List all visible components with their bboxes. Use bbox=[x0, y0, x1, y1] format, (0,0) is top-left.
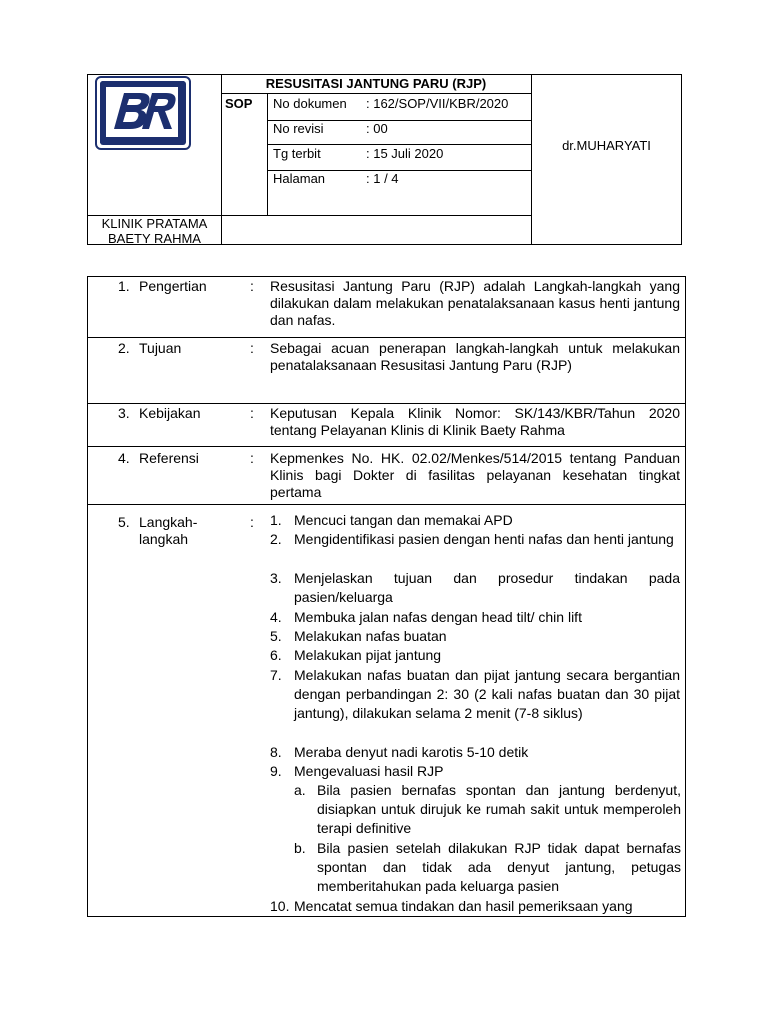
step-number: 6. bbox=[270, 647, 282, 663]
section-colon: : bbox=[250, 340, 254, 356]
section-label: Pengertian bbox=[139, 278, 207, 294]
br-logo-icon bbox=[100, 81, 184, 143]
section-text: Sebagai acuan penerapan langkah-langkah untuk melakukan penatalaksanaan Resusitasi Jantung Paru (RJP) bbox=[270, 340, 680, 373]
step-number: 9. bbox=[270, 763, 282, 779]
substep-letter: b. bbox=[294, 840, 306, 856]
field-label-halaman: Halaman bbox=[273, 171, 326, 186]
signatory-name: dr.MUHARYATI bbox=[562, 138, 651, 153]
header-divider bbox=[267, 94, 268, 215]
step-number: 7. bbox=[270, 667, 282, 683]
step-text: Melakukan pijat jantung bbox=[294, 647, 442, 663]
step-text: Meraba denyut nadi karotis 5-10 detik bbox=[294, 744, 529, 760]
section-colon: : bbox=[250, 450, 254, 466]
step-number: 3. bbox=[270, 570, 282, 586]
section-colon: : bbox=[250, 405, 254, 421]
field-label-no-revisi: No revisi bbox=[273, 121, 324, 136]
field-value-no-dokumen: : 162/SOP/VII/KBR/2020 bbox=[366, 96, 509, 111]
field-value-no-revisi: : 00 bbox=[366, 121, 388, 136]
section-colon: : bbox=[250, 514, 254, 530]
row-divider bbox=[88, 504, 685, 505]
step-number: 4. bbox=[270, 609, 282, 625]
section-number: 5. bbox=[118, 514, 130, 530]
section-label: Langkah- langkah bbox=[139, 514, 198, 547]
clinic-name-line2: BAETY RAHMA bbox=[108, 231, 201, 246]
row-divider bbox=[88, 403, 685, 404]
section-number: 1. bbox=[118, 278, 130, 294]
header-divider bbox=[267, 144, 531, 145]
section-label: Tujuan bbox=[139, 340, 182, 356]
step-text: Mencuci tangan dan memakai APD bbox=[294, 512, 513, 528]
step-text: Mencatat semua tindakan dan hasil pemeriksaan yang bbox=[294, 898, 633, 914]
step-text: Melakukan nafas buatan dan pijat jantung secara bergantian dengan perbandingan 2: 30 (2 kali nafas buatan dan 30 pijat jantung), dilakukan selama 2 menit (7-8 siklus) bbox=[294, 667, 680, 722]
clinic-logo bbox=[95, 76, 191, 150]
section-text: Keputusan Kepala Klinik Nomor: SK/143/KBR/Tahun 2020 tentang Pelayanan Klinis di Klinik Baety Rahma bbox=[270, 405, 680, 438]
section-colon: : bbox=[250, 278, 254, 294]
section-text: Kepmenkes No. HK. 02.02/Menkes/514/2015 tentang Panduan Klinis bagi Dokter di fasilitas pelayanan kesehatan tingkat pertama bbox=[270, 450, 680, 500]
section-label: Referensi bbox=[139, 450, 199, 466]
section-text: Resusitasi Jantung Paru (RJP) adalah Langkah-langkah yang dilakukan dalam melakukan penatalaksanaan kasus henti jantung dan nafas. bbox=[270, 278, 680, 328]
step-text: Membuka jalan nafas dengan head tilt/ chin lift bbox=[294, 609, 582, 625]
field-value-tg-terbit: : 15 Juli 2020 bbox=[366, 146, 444, 161]
step-text: Melakukan nafas buatan bbox=[294, 628, 447, 644]
step-number: 5. bbox=[270, 628, 282, 644]
section-number: 2. bbox=[118, 340, 130, 356]
substep-letter: a. bbox=[294, 782, 306, 798]
row-divider bbox=[88, 337, 685, 338]
field-value-halaman: : 1 / 4 bbox=[366, 171, 399, 186]
header-divider bbox=[531, 75, 532, 244]
section-number: 3. bbox=[118, 405, 130, 421]
step-text: Mengevaluasi hasil RJP bbox=[294, 763, 444, 779]
step-number: 2. bbox=[270, 531, 282, 547]
step-number: 1. bbox=[270, 512, 282, 528]
document-title: RESUSITASI JANTUNG PARU (RJP) bbox=[265, 76, 487, 91]
sop-label: SOP bbox=[225, 96, 253, 111]
field-label-tg-terbit: Tg terbit bbox=[273, 146, 321, 161]
step-text: Menjelaskan tujuan dan prosedur tindakan pada pasien/keluarga bbox=[294, 570, 680, 606]
section-label: Kebijakan bbox=[139, 405, 201, 421]
substep-text: Bila pasien bernafas spontan dan jantung berdenyut, disiapkan untuk dirujuk ke rumah sakit untuk memperoleh terapi definitive bbox=[317, 782, 681, 837]
row-divider bbox=[88, 446, 685, 447]
clinic-name-line1: KLINIK PRATAMA bbox=[101, 216, 208, 231]
header-divider bbox=[221, 93, 531, 94]
field-label-no-dokumen: No dokumen bbox=[273, 96, 347, 111]
substep-text: Bila pasien setelah dilakukan RJP tidak dapat bernafas spontan dan tidak ada denyut jantung, petugas memberitahukan pada keluarga pasien bbox=[317, 840, 681, 895]
section-number: 4. bbox=[118, 450, 130, 466]
step-number: 10. bbox=[270, 898, 290, 914]
step-text: Mengidentifikasi pasien dengan henti nafas dan henti jantung bbox=[294, 531, 674, 547]
header-divider bbox=[221, 75, 222, 244]
sop-content-table bbox=[87, 276, 686, 917]
document-header-table bbox=[87, 74, 682, 245]
step-number: 8. bbox=[270, 744, 282, 760]
